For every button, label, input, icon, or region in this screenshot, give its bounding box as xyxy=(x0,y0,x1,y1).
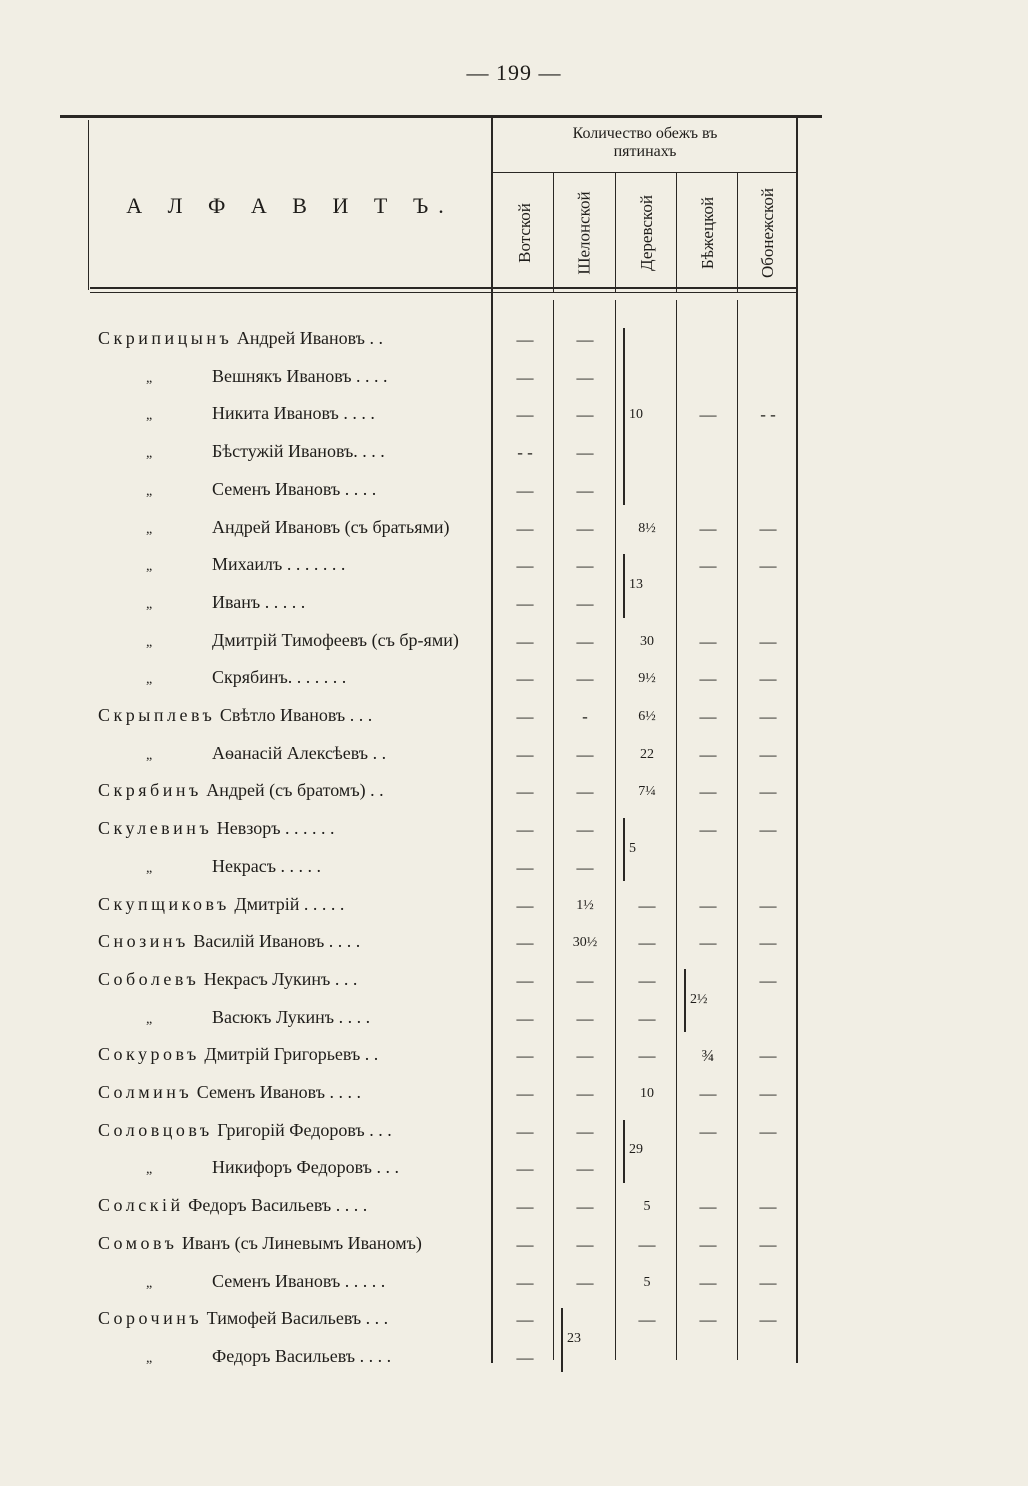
obzh-cell: — xyxy=(638,1046,656,1066)
column-heading xyxy=(738,178,798,288)
obzh-cell: — xyxy=(516,1084,534,1103)
column-heading-label: Шелонской xyxy=(575,191,595,275)
surname: Снозинъ xyxy=(98,931,189,952)
given-name: Некрасъ . . . . . xyxy=(212,855,322,876)
obzh-cell: — xyxy=(759,895,777,915)
ditto-mark: „ xyxy=(146,1162,153,1178)
obzh-cell: — xyxy=(699,744,717,764)
obzh-cell: — xyxy=(516,1008,534,1028)
obzh-cell: 5 xyxy=(643,1274,651,1290)
obzh-cell: — xyxy=(699,820,717,840)
surname: Соловцовъ xyxy=(98,1119,213,1140)
surname: Солскій xyxy=(98,1195,184,1216)
obzh-cell: — xyxy=(699,405,717,425)
obzh-cell: — xyxy=(759,1272,777,1292)
obzh-cell: — xyxy=(576,367,594,387)
person-name xyxy=(98,1308,488,1329)
table-row xyxy=(0,850,1028,887)
obzh-cell: — xyxy=(576,1121,594,1141)
given-name: Свѣтло Ивановъ . . . xyxy=(215,705,373,725)
obzh-cell: — xyxy=(699,1121,717,1141)
ditto-mark: „ xyxy=(146,483,153,499)
table-row xyxy=(0,586,1028,623)
obzh-cell: — xyxy=(516,367,534,387)
given-name: Васюкъ Лукинъ . . . . xyxy=(212,1006,371,1027)
left-border xyxy=(88,120,89,290)
obzh-cell: — xyxy=(699,1234,717,1254)
obzh-cell: 5 xyxy=(643,1199,651,1215)
person-name xyxy=(146,1346,488,1367)
obzh-cell: — xyxy=(759,1046,777,1066)
person-name xyxy=(146,1271,488,1292)
column-heading-label: Вотской xyxy=(514,203,534,263)
table-row xyxy=(0,1302,1028,1339)
brace-bracket xyxy=(623,328,625,505)
brace-value: 13 xyxy=(629,576,643,592)
obzh-cell: - - xyxy=(517,443,533,463)
obzh-cell: — xyxy=(516,1159,534,1179)
person-name xyxy=(98,969,488,990)
obzh-cell: — xyxy=(759,556,777,576)
obzh-cell: — xyxy=(576,744,594,764)
obzh-cell: — xyxy=(516,556,534,576)
surname: Сомовъ xyxy=(98,1232,178,1253)
person-name xyxy=(146,517,488,538)
obzh-cell: — xyxy=(759,1121,777,1141)
table-row xyxy=(0,1151,1028,1188)
person-name xyxy=(146,1007,488,1028)
table-row xyxy=(0,397,1028,434)
obzh-cell: — xyxy=(516,1272,534,1292)
obzh-cell: — xyxy=(576,1197,594,1217)
table-row xyxy=(0,1189,1028,1226)
obzh-group-heading xyxy=(495,125,795,161)
table-row xyxy=(0,925,1028,962)
obzh-cell: 9½ xyxy=(638,671,656,687)
obzh-cell: — xyxy=(576,631,594,651)
table-row xyxy=(0,661,1028,698)
obzh-cell: — xyxy=(759,631,777,651)
obzh-cell: — xyxy=(516,518,534,538)
obzh-cell: — xyxy=(638,895,656,915)
person-name xyxy=(98,894,488,915)
person-name xyxy=(146,554,488,575)
obzh-cell: — xyxy=(516,1234,534,1254)
brace-value: 5 xyxy=(629,840,636,856)
given-name: Никифоръ Федоровъ . . . xyxy=(212,1157,399,1178)
given-name: Тимофей Васильевъ . . . xyxy=(202,1308,389,1329)
obzh-cell: ¾ xyxy=(701,1046,715,1066)
ditto-mark: „ xyxy=(146,672,153,688)
brace-value: 29 xyxy=(629,1142,643,1158)
obzh-cell: — xyxy=(516,707,534,726)
table-row xyxy=(0,774,1028,811)
ditto-mark: „ xyxy=(146,521,153,537)
column-heading xyxy=(678,178,738,288)
ditto-mark: „ xyxy=(146,1011,153,1027)
brace-bracket xyxy=(623,1120,625,1183)
obzh-cell: — xyxy=(638,1234,656,1254)
obzh-cell: 7¼ xyxy=(638,784,656,800)
obzh-cell: — xyxy=(516,820,534,840)
obzh-cell: — xyxy=(576,820,594,840)
given-name: Бѣстужій Ивановъ. . . . xyxy=(212,441,385,462)
table-row xyxy=(0,737,1028,774)
given-name: Семенъ Ивановъ . . . . xyxy=(192,1082,361,1102)
table-row xyxy=(0,1114,1028,1151)
given-name: Василій Ивановъ . . . . xyxy=(188,931,361,952)
obzh-cell: — xyxy=(516,405,534,425)
person-name xyxy=(146,743,488,764)
obzh-cell: — xyxy=(759,1084,777,1103)
table-row xyxy=(0,888,1028,925)
person-name xyxy=(146,403,488,424)
column-divider xyxy=(615,172,616,292)
obzh-cell: — xyxy=(576,405,594,425)
obzh-cell: — xyxy=(759,820,777,840)
table-row xyxy=(0,1265,1028,1302)
table-row xyxy=(0,1076,1028,1113)
obzh-cell: — xyxy=(516,857,534,877)
table-row xyxy=(0,473,1028,510)
given-name: Скрябинъ. . . . . . . xyxy=(212,667,347,688)
table-row xyxy=(0,1038,1028,1075)
alphabet-heading: А Л Ф А В И Т Ъ. xyxy=(126,193,454,218)
column-heading xyxy=(617,178,677,288)
obzh-cell: — xyxy=(576,518,594,538)
table-row xyxy=(0,963,1028,1000)
table-row xyxy=(0,548,1028,585)
obzh-cell: — xyxy=(759,707,777,726)
given-name: Семенъ Ивановъ . . . . . xyxy=(212,1270,386,1291)
obzh-cell: — xyxy=(516,480,534,500)
obzh-cell: — xyxy=(699,556,717,576)
given-name: Андрей Ивановъ (съ братьями) xyxy=(212,516,450,537)
obzh-cell: — xyxy=(699,782,717,802)
obzh-cell: — xyxy=(699,1197,717,1217)
obzh-cell: 22 xyxy=(640,746,654,762)
person-name xyxy=(98,1044,488,1065)
person-name xyxy=(98,780,488,801)
obzh-cell: — xyxy=(516,970,534,990)
column-heading-label: Обонежской xyxy=(758,187,778,279)
person-name xyxy=(98,1082,488,1103)
obzh-cell: 1½ xyxy=(576,897,594,913)
obzh-cell: — xyxy=(759,933,777,953)
obzh-cell: — xyxy=(699,631,717,651)
surname: Скулевинъ xyxy=(98,818,213,839)
person-name xyxy=(98,328,488,349)
obzh-cell: — xyxy=(516,1197,534,1217)
header-bottom-rule-2 xyxy=(90,292,796,293)
ditto-mark: „ xyxy=(146,860,153,876)
brace-bracket xyxy=(623,818,625,881)
obzh-cell: 30½ xyxy=(572,935,598,951)
obzh-cell: — xyxy=(699,895,717,915)
obzh-cell: — xyxy=(759,744,777,764)
brace-value: 23 xyxy=(567,1330,581,1346)
obzh-cell: — xyxy=(638,1008,656,1028)
group-heading-rule xyxy=(491,172,796,173)
obzh-cell: 10 xyxy=(640,1086,654,1101)
obzh-cell: — xyxy=(516,782,534,802)
person-name xyxy=(146,479,488,500)
table-row xyxy=(0,699,1028,736)
obzh-cell: - xyxy=(582,707,588,726)
obzh-cell: — xyxy=(638,1310,656,1330)
obzh-cell: — xyxy=(516,669,534,689)
column-heading-label: Бѣжецкой xyxy=(698,196,717,270)
obzh-cell: — xyxy=(576,1046,594,1066)
brace-bracket xyxy=(623,554,625,617)
column-heading xyxy=(555,178,615,288)
obzh-cell: — xyxy=(638,970,656,990)
ditto-mark: „ xyxy=(146,596,153,612)
obzh-cell: — xyxy=(516,1310,534,1330)
obzh-cell: — xyxy=(516,1347,534,1367)
obzh-cell: — xyxy=(576,556,594,576)
surname: Скрипицынъ xyxy=(98,328,233,348)
surname: Скрябинъ xyxy=(98,780,202,801)
obzh-cell: 6½ xyxy=(638,709,656,724)
ditto-mark: „ xyxy=(146,1275,153,1291)
column-divider xyxy=(676,172,677,292)
person-name xyxy=(146,630,488,651)
given-name: Невзоръ . . . . . . xyxy=(212,818,335,839)
ditto-mark: „ xyxy=(146,446,153,462)
person-name xyxy=(146,441,488,462)
ditto-mark: „ xyxy=(146,1350,153,1366)
person-name xyxy=(146,592,488,613)
table-row xyxy=(0,511,1028,548)
obzh-cell: — xyxy=(576,1159,594,1179)
obzh-cell: — xyxy=(516,895,534,915)
obzh-cell: — xyxy=(699,1084,717,1103)
person-name xyxy=(98,705,488,726)
brace-value: 10 xyxy=(629,407,643,423)
given-name: Михаилъ . . . . . . . xyxy=(212,554,346,575)
person-name xyxy=(146,1157,488,1178)
ditto-mark: „ xyxy=(146,747,153,763)
table-row xyxy=(0,1340,1028,1377)
person-name xyxy=(146,856,488,877)
surname: Соболевъ xyxy=(98,968,200,989)
obzh-cell: — xyxy=(699,933,717,953)
given-name: Аѳанасій Алексѣевъ . . xyxy=(212,742,387,763)
obzh-cell: — xyxy=(759,669,777,689)
obzh-cell: — xyxy=(516,593,534,613)
group-heading-line-2: пятинахъ xyxy=(613,143,677,160)
top-rule xyxy=(60,115,822,118)
person-name xyxy=(98,931,488,952)
obzh-cell: — xyxy=(699,1272,717,1292)
given-name: Дмитрій . . . . . xyxy=(229,893,345,914)
surname: Сорочинъ xyxy=(98,1308,203,1329)
obzh-cell: — xyxy=(759,518,777,538)
column-heading-label: Деревской xyxy=(637,195,656,271)
obzh-cell: - - xyxy=(760,405,776,425)
page-number: — 199 — xyxy=(466,60,562,85)
obzh-cell: — xyxy=(576,970,594,990)
person-name xyxy=(98,1120,488,1141)
obzh-cell: — xyxy=(576,593,594,613)
given-name: Григорій Федоровъ . . . xyxy=(212,1119,392,1140)
table-row xyxy=(0,1227,1028,1264)
obzh-cell: — xyxy=(516,631,534,651)
surname: Сокуровъ xyxy=(98,1044,200,1065)
given-name: Некрасъ Лукинъ . . . xyxy=(199,968,358,989)
obzh-cell: — xyxy=(759,1234,777,1254)
obzh-cell: — xyxy=(759,782,777,802)
given-name: Андрей Ивановъ . . xyxy=(232,328,383,348)
given-name: Федоръ Васильевъ . . . . xyxy=(183,1195,368,1216)
table-row xyxy=(0,812,1028,849)
table-row xyxy=(0,435,1028,472)
given-name: Вешнякъ Ивановъ . . . . xyxy=(212,365,388,386)
obzh-cell: 30 xyxy=(640,633,654,649)
obzh-cell: — xyxy=(516,1121,534,1141)
person-name xyxy=(98,1233,488,1254)
obzh-cell: — xyxy=(576,1084,594,1103)
person-name xyxy=(146,667,488,688)
obzh-cell: — xyxy=(759,1310,777,1330)
obzh-cell: — xyxy=(759,1197,777,1217)
column-heading xyxy=(495,178,555,288)
surname: Солминъ xyxy=(98,1082,193,1102)
obzh-cell: — xyxy=(516,330,534,349)
person-name xyxy=(146,366,488,387)
brace-bracket xyxy=(561,1308,563,1371)
header-bottom-rule xyxy=(90,287,796,289)
table-row xyxy=(0,360,1028,397)
table-row xyxy=(0,624,1028,661)
obzh-cell: — xyxy=(516,1046,534,1066)
obzh-cell: — xyxy=(576,1272,594,1292)
obzh-cell: — xyxy=(699,1310,717,1330)
brace-bracket xyxy=(684,969,686,1032)
given-name: Никита Ивановъ . . . . xyxy=(212,403,375,424)
group-heading-line-1: Количество обежъ въ xyxy=(572,125,718,142)
given-name: Иванъ (съ Линевымъ Иваномъ) xyxy=(177,1232,422,1253)
ditto-mark: „ xyxy=(146,408,153,424)
obzh-cell: — xyxy=(576,669,594,689)
given-name: Дмитрій Тимофеевъ (съ бр-ями) xyxy=(212,629,459,650)
obzh-cell: — xyxy=(576,443,594,463)
table-row xyxy=(0,322,1028,359)
obzh-cell: — xyxy=(576,330,594,349)
given-name: Иванъ . . . . . xyxy=(212,591,306,612)
obzh-cell: — xyxy=(576,480,594,500)
obzh-cell: — xyxy=(576,782,594,802)
person-name xyxy=(98,818,488,839)
surname: Скрыплевъ xyxy=(98,705,216,725)
obzh-cell: — xyxy=(516,744,534,764)
given-name: Андрей (съ братомъ) . . xyxy=(201,780,384,801)
obzh-cell: 8½ xyxy=(638,520,656,536)
obzh-cell: — xyxy=(699,707,717,726)
obzh-cell: — xyxy=(638,933,656,953)
obzh-cell: — xyxy=(576,1234,594,1254)
surname: Скупщиковъ xyxy=(98,893,230,914)
obzh-cell: — xyxy=(699,518,717,538)
obzh-cell: — xyxy=(576,1008,594,1028)
brace-value: 2½ xyxy=(690,991,708,1007)
obzh-cell: — xyxy=(759,970,777,990)
given-name: Семенъ Ивановъ . . . . xyxy=(212,478,377,499)
ditto-mark: „ xyxy=(146,559,153,575)
table-row xyxy=(0,1001,1028,1038)
given-name: Федоръ Васильевъ . . . . xyxy=(212,1345,392,1366)
ditto-mark: „ xyxy=(146,634,153,650)
ditto-mark: „ xyxy=(146,370,153,386)
obzh-cell: — xyxy=(576,857,594,877)
column-divider xyxy=(553,172,554,292)
obzh-cell: — xyxy=(699,669,717,689)
column-divider xyxy=(737,172,738,292)
obzh-cell: — xyxy=(516,933,534,953)
given-name: Дмитрій Григорьевъ . . xyxy=(199,1044,379,1065)
person-name xyxy=(98,1195,488,1216)
